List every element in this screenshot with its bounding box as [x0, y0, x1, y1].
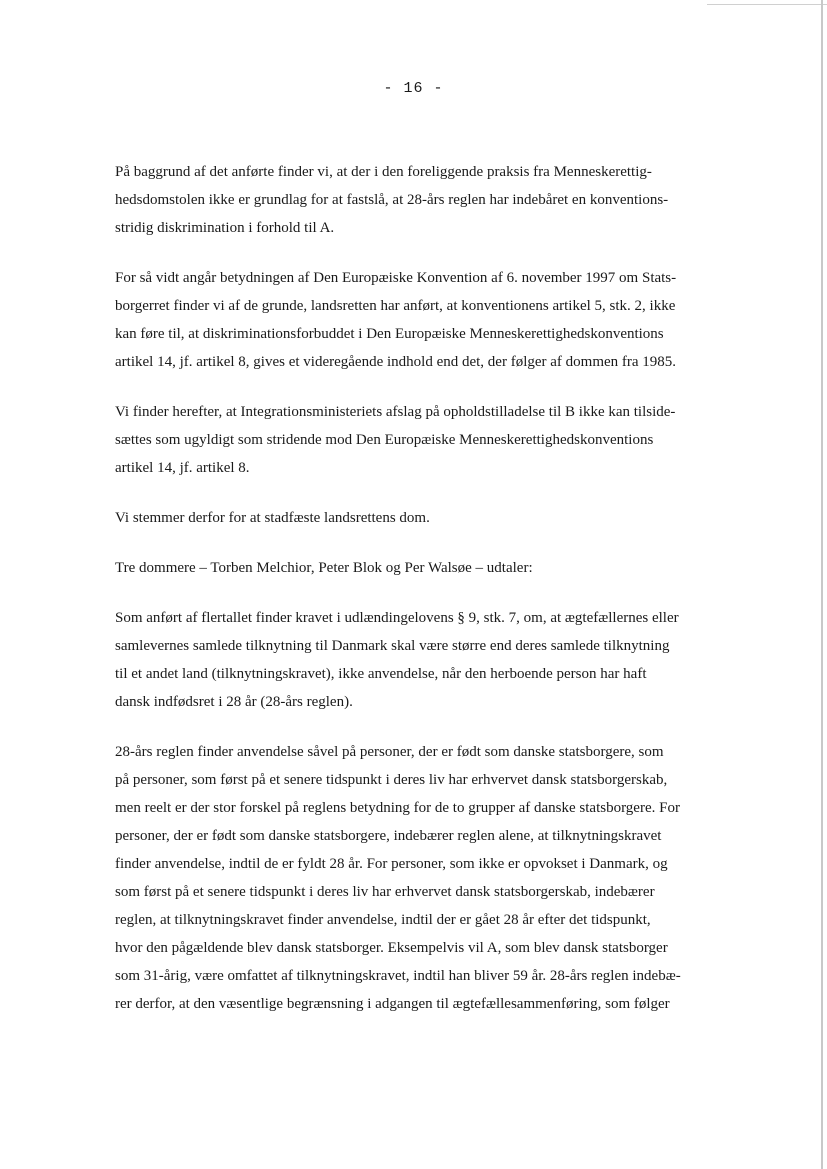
- text-line: dansk indfødsret i 28 år (28-års reglen).: [115, 694, 353, 710]
- text-line: rer derfor, at den væsentlige begrænsning i adgangen til ægtefællesammenføring, som følger: [115, 996, 670, 1012]
- text-line: Tre dommere – Torben Melchior, Peter Blok og Per Walsøe – udtaler:: [115, 560, 533, 576]
- text-line: som 31-årig, være omfattet af tilknytningskravet, indtil han bliver 59 år. 28-års reglen indebæ-: [115, 968, 681, 984]
- text-line: Som anført af flertallet finder kravet i udlændingelovens § 9, stk. 7, om, at ægtefællernes eller: [115, 610, 679, 626]
- text-line: hedsdomstolen ikke er grundlag for at fastslå, at 28-års reglen har indebåret en konventions-: [115, 192, 669, 208]
- text-line: som først på et senere tidspunkt i deres liv har erhvervet dansk statsborgerskab, indebærer: [115, 884, 655, 900]
- text-line: personer, der er født som danske statsborgere, indebærer reglen alene, at tilknytningskravet: [115, 828, 662, 844]
- text-line: hvor den pågældende blev dansk statsborger. Eksempelvis vil A, som blev dansk statsborger: [115, 940, 668, 956]
- document-body: [115, 158, 705, 1040]
- paragraph-3: [115, 398, 705, 482]
- text-line: reglen, at tilknytningskravet finder anvendelse, indtil der er gået 28 år efter det tidspunkt,: [115, 912, 651, 928]
- text-line: På baggrund af det anførte finder vi, at der i den foreliggende praksis fra Menneskerettig-: [115, 164, 652, 180]
- text-line: Vi finder herefter, at Integrationsministeriets afslag på opholdstilladelse til B ikke kan tilside-: [115, 404, 676, 420]
- text-line: Vi stemmer derfor for at stadfæste landsrettens dom.: [115, 510, 430, 526]
- paragraph-1: [115, 158, 705, 242]
- text-line: på personer, som først på et senere tidspunkt i deres liv har erhvervet dansk statsborgerskab,: [115, 772, 668, 788]
- paragraph-5: [115, 554, 705, 582]
- text-line: sættes som ugyldigt som stridende mod Den Europæiske Menneskerettighedskonventions: [115, 432, 654, 448]
- text-line: men reelt er der stor forskel på reglens betydning for de to grupper af danske statsborgere. For: [115, 800, 680, 816]
- text-line: finder anvendelse, indtil de er fyldt 28 år. For personer, som ikke er opvokset i Danmark, og: [115, 856, 668, 872]
- text-line: artikel 14, jf. artikel 8, gives et videregående indhold end det, der følger af dommen fra 1985.: [115, 354, 677, 370]
- text-line: 28-års reglen finder anvendelse såvel på personer, der er født som danske statsborgere, som: [115, 744, 664, 760]
- paragraph-2: [115, 264, 705, 376]
- paragraph-4: [115, 504, 705, 532]
- text-line: For så vidt angår betydningen af Den Europæiske Konvention af 6. november 1997 om Stats-: [115, 270, 677, 286]
- page-number: - 16 -: [383, 80, 444, 97]
- text-line: stridig diskrimination i forhold til A.: [115, 220, 335, 236]
- text-line: kan føre til, at diskriminationsforbuddet i Den Europæiske Menneskerettighedskonventions: [115, 326, 664, 342]
- paragraph-7: [115, 738, 705, 1018]
- scan-edge-right: [821, 0, 823, 1169]
- text-line: artikel 14, jf. artikel 8.: [115, 460, 250, 476]
- text-line: til et andet land (tilknytningskravet), ikke anvendelse, når den herboende person har haft: [115, 666, 647, 682]
- text-line: borgerret finder vi af de grunde, landsretten har anført, at konventionens artikel 5, stk. 2, ikke: [115, 298, 676, 314]
- paragraph-6: [115, 604, 705, 716]
- scan-edge-top: [707, 4, 827, 5]
- text-line: samlevernes samlede tilknytning til Danmark skal være større end deres samlede tilknytning: [115, 638, 670, 654]
